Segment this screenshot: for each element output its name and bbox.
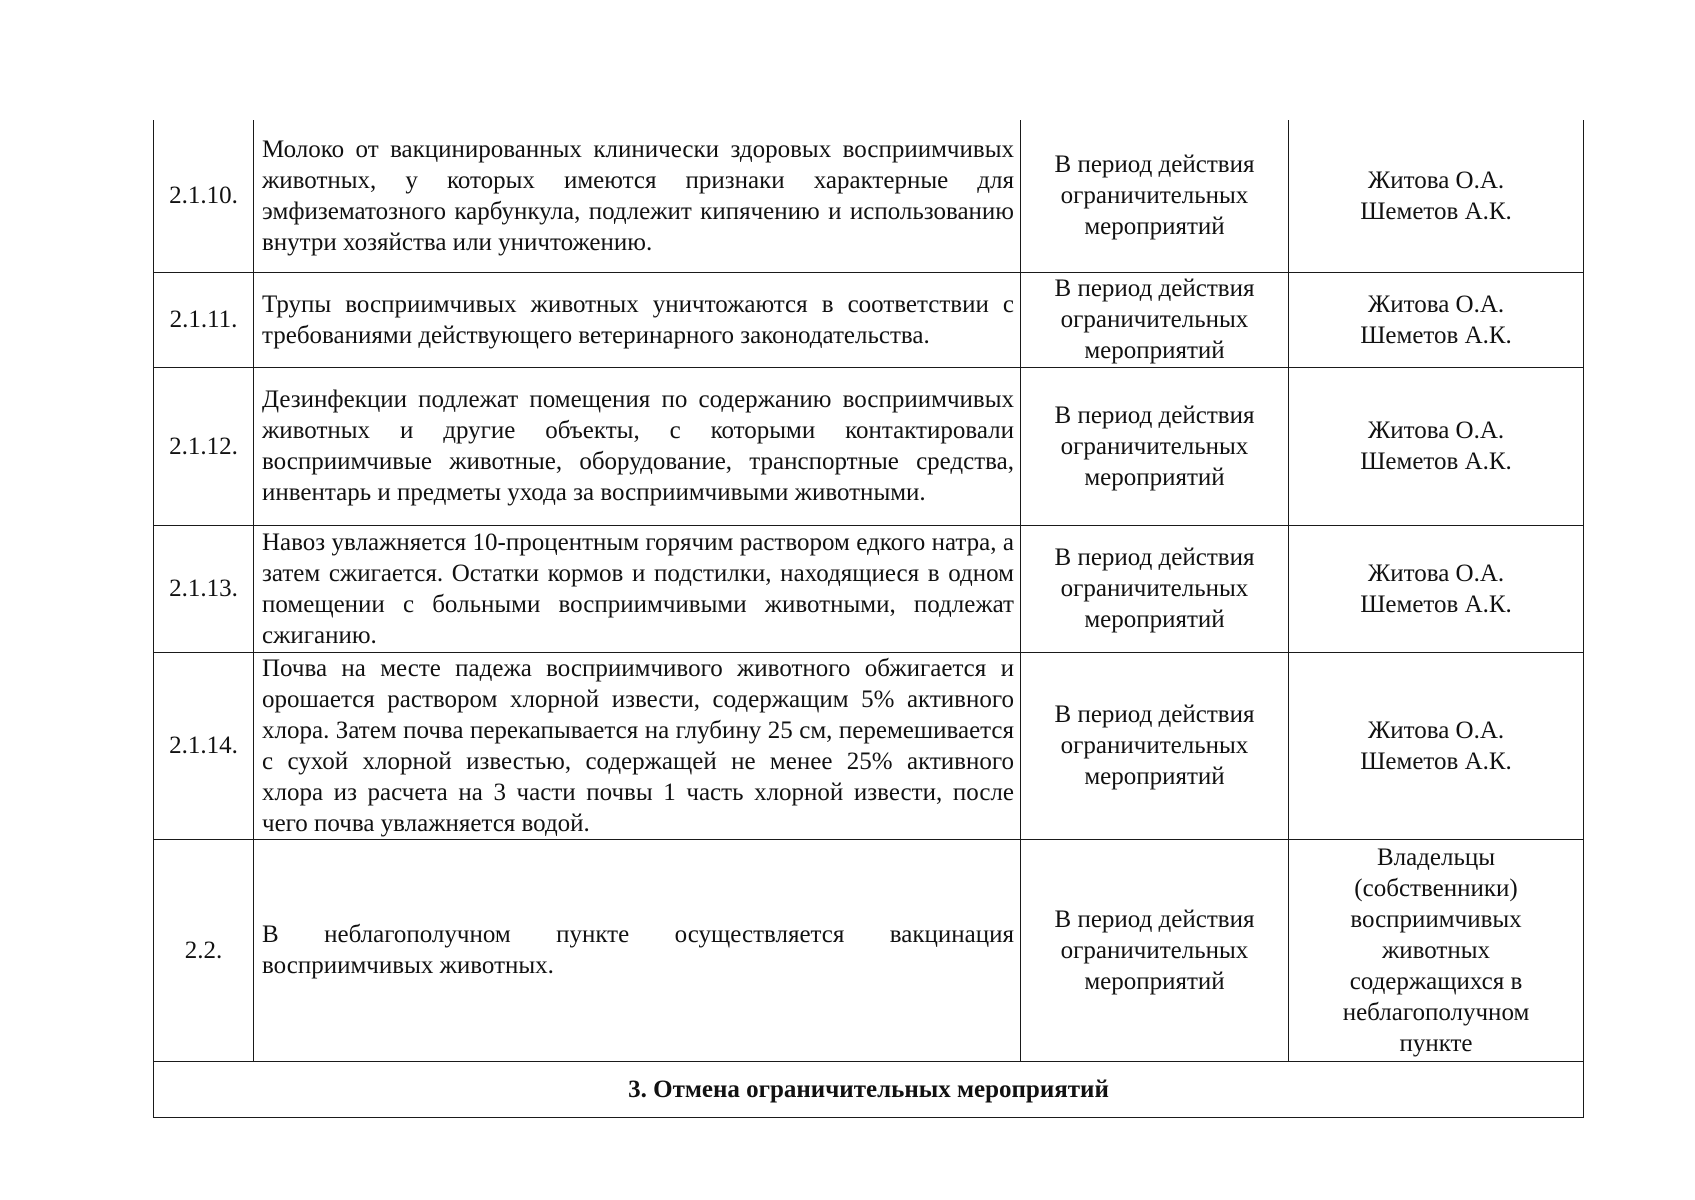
responsible-person: Шеметов А.К.: [1360, 747, 1512, 775]
responsible-person: Шеметов А.К.: [1360, 321, 1512, 349]
responsible-persons: [1289, 839, 1584, 1061]
responsible-persons: [1289, 272, 1584, 367]
execution-term: В период действия ограничительных мероприятий: [1021, 120, 1289, 272]
execution-term: В период действия ограничительных мероприятий: [1021, 839, 1289, 1061]
execution-term: В период действия ограничительных мероприятий: [1021, 367, 1289, 525]
responsible-person: Владельцы: [1376, 843, 1496, 871]
responsible-person: Житова О.А.: [1367, 716, 1505, 744]
responsible-person: животных: [1381, 936, 1491, 964]
measure-description: Дезинфекции подлежат помещения по содержанию восприимчивых животных и другие объекты, с которыми контактировали восприимчивые животные, оборудование, транспортные средства, инвентарь и предметы ухода за восприимчивыми животными.: [254, 367, 1021, 525]
responsible-person: (собственники): [1354, 874, 1518, 902]
table-row: [154, 272, 1584, 367]
measure-description: Навоз увлажняется 10-процентным горячим раствором едкого натра, а затем сжигается. Остатки кормов и подстилки, находящиеся в одном помещении с больными восприимчивыми животными, подлежат сжиганию.: [254, 525, 1021, 652]
item-number: 2.1.12.: [154, 367, 254, 525]
item-number: 2.1.13.: [154, 525, 254, 652]
item-number: 2.1.14.: [154, 652, 254, 839]
responsible-person: Шеметов А.К.: [1360, 590, 1512, 618]
section-row: [154, 1061, 1584, 1117]
responsible-person: восприимчивых: [1350, 905, 1522, 933]
execution-term: В период действия ограничительных мероприятий: [1021, 272, 1289, 367]
responsible-person: Житова О.А.: [1367, 417, 1505, 444]
responsible-person: пункте: [1399, 1029, 1473, 1057]
measure-description: Трупы восприимчивых животных уничтожаются в соответствии с требованиями действующего ветеринарного законодательства.: [254, 272, 1021, 367]
responsible-person: Житова О.А.: [1367, 290, 1505, 318]
responsible-person: содержащихся в: [1349, 967, 1523, 995]
table-row: [154, 839, 1584, 1061]
responsible-person: Житова О.А.: [1367, 166, 1505, 194]
responsible-person: Шеметов А.К.: [1360, 448, 1512, 475]
responsible-persons: [1289, 120, 1584, 272]
item-number: 2.1.10.: [154, 120, 254, 272]
execution-term: В период действия ограничительных мероприятий: [1021, 652, 1289, 839]
table-row: [154, 367, 1584, 525]
item-number: 2.2.: [154, 839, 254, 1061]
table-row: [154, 652, 1584, 839]
execution-term: В период действия ограничительных мероприятий: [1021, 525, 1289, 652]
responsible-person: Шеметов А.К.: [1360, 197, 1512, 225]
responsible-persons: [1289, 652, 1584, 839]
responsible-persons: [1289, 525, 1584, 652]
item-number: 2.1.11.: [154, 272, 254, 367]
measure-description: Молоко от вакцинированных клинически здоровых восприимчивых животных, у которых имеются признаки характерные для эмфизематозного карбункула, подлежит кипячению и использованию внутри хозяйства или уничтожению.: [254, 120, 1021, 272]
responsible-persons: [1289, 367, 1584, 525]
section-heading: 3. Отмена ограничительных мероприятий: [154, 1061, 1584, 1117]
measures-table: [153, 120, 1584, 1118]
measure-description: Почва на месте падежа восприимчивого животного обжигается и орошается раствором хлорной извести, содержащим 5% активного хлора. Затем почва перекапывается на глубину 25 см, перемешивается с сухой хлорной известью, содержащей не менее 25% активного хлора из расчета на 3 части почвы 1 часть хлорной извести, после чего почва увлажняется водой.: [254, 652, 1021, 839]
table-row: [154, 525, 1584, 652]
responsible-person: неблагополучном: [1342, 998, 1530, 1026]
responsible-person: Житова О.А.: [1367, 559, 1505, 587]
measure-description: В неблагополучном пункте осуществляется вакцинация восприимчивых животных.: [254, 839, 1021, 1061]
table-row: [154, 120, 1584, 272]
